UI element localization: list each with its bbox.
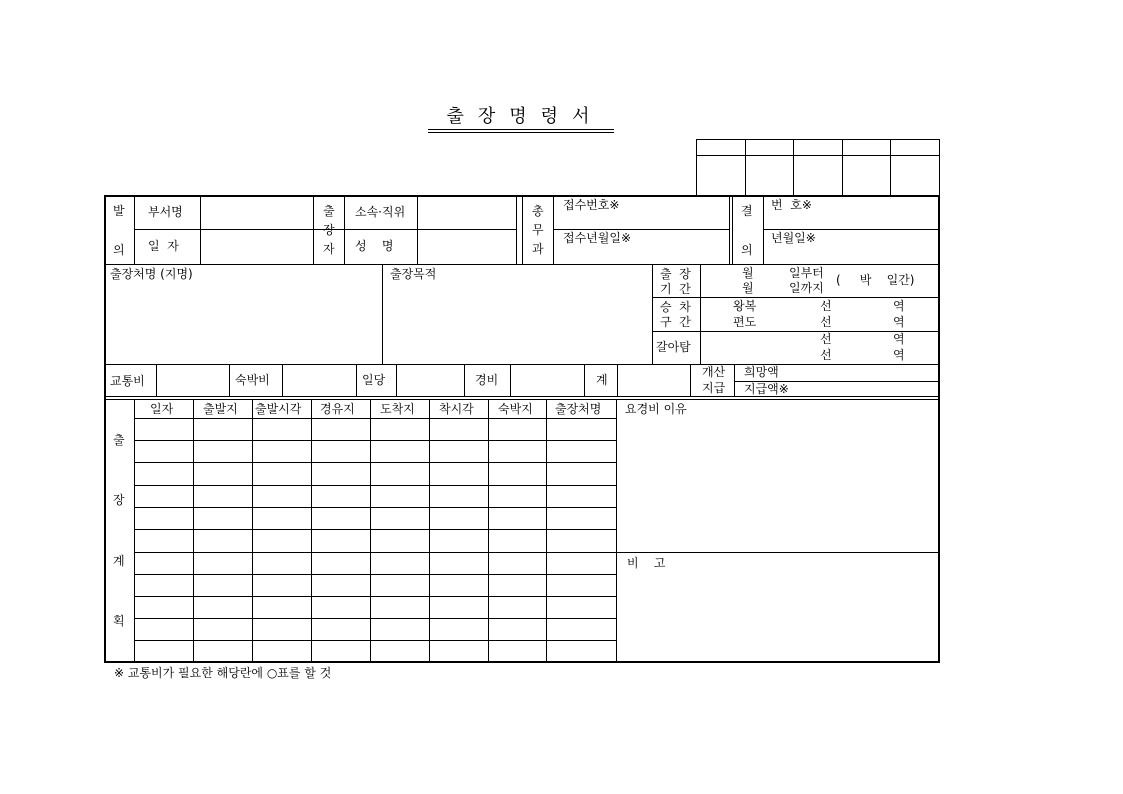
plan-header-via: 경유지 xyxy=(320,402,355,416)
label-period-1: 출 장 xyxy=(660,267,691,281)
label-until: 일까지 xyxy=(789,281,824,295)
label-expense: 경비 xyxy=(475,373,499,387)
label-oneway: 편도 xyxy=(733,315,757,329)
page-title xyxy=(428,104,614,132)
label-from: 일부터 xyxy=(789,266,824,280)
label-line-2: 선 xyxy=(820,315,832,329)
label-purpose: 출장목적 xyxy=(390,267,437,281)
plan-header-arrival: 도착지 xyxy=(380,402,415,416)
plan-header-date: 일자 xyxy=(150,402,174,416)
plan-side-1: 출 xyxy=(113,433,125,447)
label-station-1: 역 xyxy=(893,299,905,313)
label-receipt-date: 접수년월일※ xyxy=(563,231,632,245)
label-date: 일 자 xyxy=(148,239,179,253)
label-station-4: 역 xyxy=(893,348,905,362)
label-transfer: 갈아탐 xyxy=(656,340,691,354)
label-chong: 총 xyxy=(532,204,544,218)
label-line-1: 선 xyxy=(820,299,832,313)
label-lodging: 숙박비 xyxy=(235,373,270,387)
label-month-2: 월 xyxy=(742,281,754,295)
label-ui: 의 xyxy=(113,243,125,257)
label-settle-2: 지급 xyxy=(702,381,726,395)
plan-side-3: 계 xyxy=(113,554,125,568)
label-bal: 발 xyxy=(113,204,125,218)
label-daily: 일당 xyxy=(362,373,386,387)
plan-header-arrival-time: 착시각 xyxy=(439,402,474,416)
label-ride-1: 승 차 xyxy=(660,300,691,314)
label-line-4: 선 xyxy=(820,348,832,362)
label-ja: 자 xyxy=(323,242,335,256)
footer-note: ※ 교통비가 필요한 해당란에 ○표를 할 것 xyxy=(114,666,332,680)
label-ride-2: 구 간 xyxy=(660,315,691,329)
plan-side-2: 장 xyxy=(113,493,125,507)
label-settle-1: 개산 xyxy=(702,365,726,379)
label-desired: 희망액 xyxy=(744,365,779,379)
label-chul: 출 xyxy=(323,204,335,218)
label-transport: 교통비 xyxy=(110,374,145,388)
label-paid: 지급액※ xyxy=(744,382,789,396)
label-jang: 장 xyxy=(323,223,335,237)
label-expense-reason: 요경비 이유 xyxy=(625,402,687,416)
label-mu: 무 xyxy=(532,223,544,237)
label-dept: 부서명 xyxy=(148,205,183,219)
label-ui2: 의 xyxy=(741,243,753,257)
label-affiliation: 소속·직위 xyxy=(355,205,406,219)
label-total: 계 xyxy=(596,373,608,387)
label-month-1: 월 xyxy=(742,266,754,280)
plan-side-4: 획 xyxy=(113,614,125,628)
plan-header-departure: 출발지 xyxy=(203,402,238,416)
label-station-3: 역 xyxy=(893,332,905,346)
label-receipt-no: 접수번호※ xyxy=(563,198,620,212)
approval-boxes xyxy=(696,139,940,196)
plan-header-departure-time: 출발시각 xyxy=(255,402,302,416)
label-gwa: 과 xyxy=(532,242,544,256)
label-gyeol: 결 xyxy=(741,204,753,218)
label-period-2: 기 간 xyxy=(660,282,691,296)
label-station-2: 역 xyxy=(893,315,905,329)
label-nights: ( 박 일간) xyxy=(836,273,915,287)
label-number: 번 호※ xyxy=(771,198,812,212)
label-roundtrip: 왕복 xyxy=(733,299,757,313)
label-name: 성 명 xyxy=(355,239,394,253)
label-remarks: 비 고 xyxy=(627,556,666,570)
title-text: 출장명령서 xyxy=(446,106,604,127)
label-ymd: 년월일※ xyxy=(771,231,816,245)
plan-header-lodging: 숙박지 xyxy=(498,402,533,416)
plan-header-destination: 출장처명 xyxy=(555,402,602,416)
label-line-3: 선 xyxy=(820,332,832,346)
label-destination: 출장처명 (지명) xyxy=(110,267,193,281)
